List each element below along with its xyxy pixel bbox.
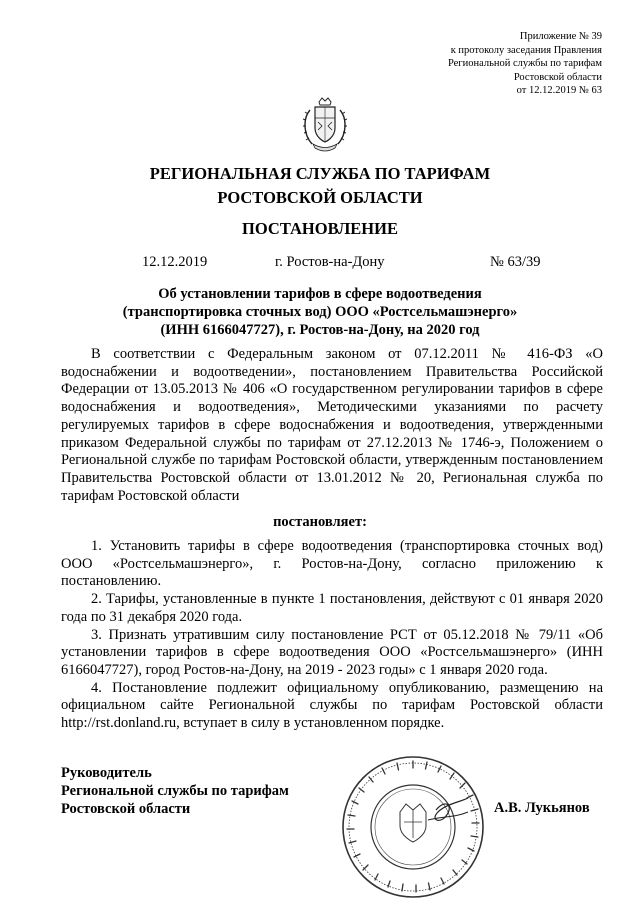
appendix-line: к протоколу заседания Правления [450, 44, 602, 56]
appendix-line: Приложение № 39 [519, 31, 602, 42]
coat-of-arms-icon [300, 96, 350, 154]
resolution-item: 4. Постановление подлежит официальному опубликованию, размещению на официальном сайте Региональной службы по тарифам Ростовской области http://rst.donland.ru, вступает в силу в установленном порядке. [61, 679, 603, 732]
signature-block [61, 764, 289, 818]
document-number: № 63/39 [490, 254, 541, 270]
document-date: 12.12.2019 [142, 254, 208, 270]
resolution-items [61, 538, 603, 733]
appendix-line: Ростовской области [513, 71, 602, 83]
signatory-title-line: Руководитель [61, 765, 152, 781]
subject-line: (транспортировка сточных вод) ООО «Ростсельмашэнерго» [122, 303, 518, 320]
appendix-line: Региональной службы по тарифам [447, 58, 602, 70]
round-seal-stamp-icon [338, 752, 488, 902]
appendix-line: от 12.12.2019 № 63 [516, 85, 602, 97]
org-line: РЕГИОНАЛЬНАЯ СЛУЖБА ПО ТАРИФАМ [149, 164, 491, 183]
signatory-title-line: Региональной службы по тарифам [61, 783, 289, 799]
resolution-item: 2. Тарифы, установленные в пункте 1 постановления, действуют с 01 января 2020 года по 31 декабря 2020 года. [61, 591, 603, 625]
document-city: г. Ростов-на-Дону [275, 254, 385, 270]
org-line: РОСТОВСКОЙ ОБЛАСТИ [217, 188, 423, 207]
organization-name [0, 162, 640, 210]
resolution-item: 1. Установить тарифы в сфере водоотведения (транспортировка сточных вод) ООО «Ростсельмашэнерго», г. Ростов-на-Дону, согласно приложению к постановлению. [61, 538, 603, 590]
document-type: ПОСТАНОВЛЕНИЕ [242, 219, 398, 238]
preamble-paragraph: В соответствии с Федеральным законом от 07.12.2011 № 416-ФЗ «О водоснабжении и водоотведении», постановлением Правительства Российской Федерации от 13.05.2013 № 406 «О государственном регулировании тарифов в сфере водоснабжения и водоотведения», Методическими указаниями по расчету регулируемых тарифов в сфере водоснабжения и водоотведения, утвержденными приказом Федеральной службы по тарифам от 27.12.2013 № 1746-э, Положением о Региональной службе по тарифам Ростовской области, утвержденным постановлением Правительства Ростовской области от 13.01.2012 № 20, Региональная служба по тарифам Ростовской области [61, 346, 603, 504]
resolves-heading: постановляет: [273, 514, 367, 530]
subject-line: Об установлении тарифов в сфере водоотведения [158, 286, 482, 302]
document-subject [0, 286, 640, 339]
signer-name: А.В. Лукьянов [494, 800, 590, 816]
resolution-item: 3. Признать утратившим силу постановление РСТ от 05.12.2018 № 79/11 «Об установлении тарифов в сфере водоотведения ООО «Ростсельмашэнерго» (ИНН 6166047727), город Ростов-на-Дону, на 2019 - 2023 годы» с 1 января 2020 года. [61, 626, 603, 678]
appendix-note [448, 30, 602, 98]
subject-line: (ИНН 6166047727), г. Ростов-на-Дону, на 2020 год [160, 321, 480, 338]
signatory-title-line: Ростовской области [61, 801, 191, 817]
preamble-section [61, 346, 603, 505]
